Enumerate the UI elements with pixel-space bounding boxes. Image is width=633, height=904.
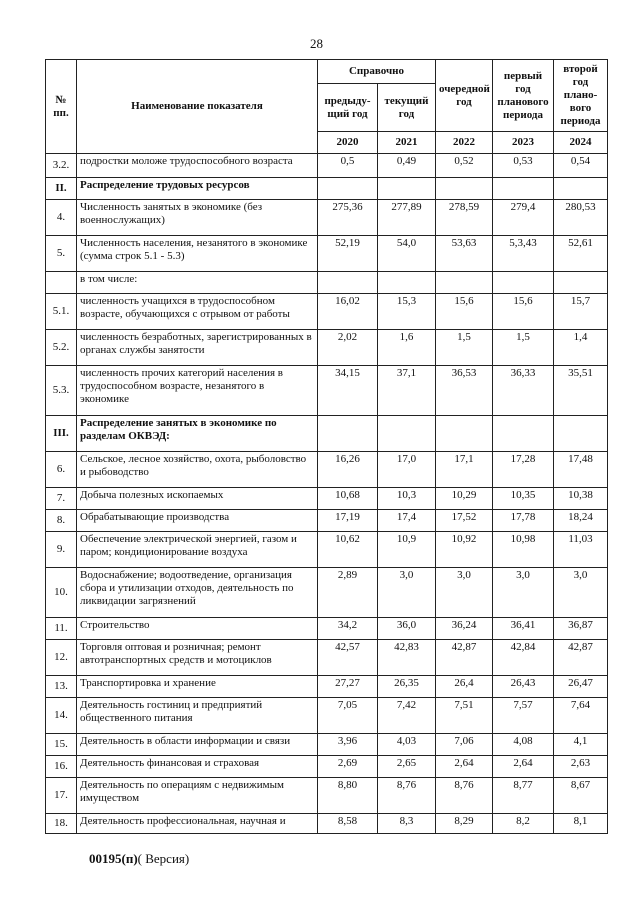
value-2024: 17,48 xyxy=(554,452,608,488)
value-2024: 7,64 xyxy=(554,698,608,734)
table-row xyxy=(46,330,608,366)
value-2024: 52,61 xyxy=(554,236,608,272)
value-2024 xyxy=(554,416,608,452)
table-row xyxy=(46,568,608,618)
value-2023: 7,57 xyxy=(493,698,554,734)
indicator-name: Распределение занятых в экономике по разделам ОКВЭД: xyxy=(77,416,318,452)
value-2023 xyxy=(493,272,554,294)
value-2023: 10,98 xyxy=(493,532,554,568)
value-2020 xyxy=(318,416,378,452)
table-row xyxy=(46,698,608,734)
header-current-year: текущий год xyxy=(378,84,436,132)
indicator-name: Сельское, лесное хозяйство, охота, рыболовство и рыбоводство xyxy=(77,452,318,488)
value-2022: 53,63 xyxy=(436,236,493,272)
value-2020: 10,62 xyxy=(318,532,378,568)
value-2020: 16,02 xyxy=(318,294,378,330)
indicator-name: Торговля оптовая и розничная; ремонт автотранспортных средств и мотоциклов xyxy=(77,640,318,676)
row-number: 12. xyxy=(46,640,77,676)
value-2022: 15,6 xyxy=(436,294,493,330)
row-number: 13. xyxy=(46,676,77,698)
value-2021: 4,03 xyxy=(378,734,436,756)
value-2022: 278,59 xyxy=(436,200,493,236)
row-number: 16. xyxy=(46,756,77,778)
value-2021: 2,65 xyxy=(378,756,436,778)
value-2023: 3,0 xyxy=(493,568,554,618)
value-2021: 15,3 xyxy=(378,294,436,330)
value-2021: 0,49 xyxy=(378,154,436,178)
table-row xyxy=(46,294,608,330)
value-2023: 8,2 xyxy=(493,814,554,834)
header-num: № пп. xyxy=(46,60,77,154)
value-2022: 2,64 xyxy=(436,756,493,778)
footer xyxy=(89,851,189,867)
row-number: II. xyxy=(46,178,77,200)
year-2023: 2023 xyxy=(493,132,554,154)
value-2021: 1,6 xyxy=(378,330,436,366)
value-2023: 36,33 xyxy=(493,366,554,416)
value-2023: 4,08 xyxy=(493,734,554,756)
value-2024: 2,63 xyxy=(554,756,608,778)
value-2023: 2,64 xyxy=(493,756,554,778)
value-2023: 42,84 xyxy=(493,640,554,676)
value-2021: 37,1 xyxy=(378,366,436,416)
value-2024: 35,51 xyxy=(554,366,608,416)
row-number: 5.2. xyxy=(46,330,77,366)
indicator-name: Численность занятых в экономике (без военнослужащих) xyxy=(77,200,318,236)
table-row xyxy=(46,510,608,532)
indicator-name: численность безработных, зарегистрированных в органах службы занятости xyxy=(77,330,318,366)
table-row xyxy=(46,416,608,452)
value-2022: 8,76 xyxy=(436,778,493,814)
value-2020 xyxy=(318,178,378,200)
value-2024: 11,03 xyxy=(554,532,608,568)
header-prev-year: предыду-щий год xyxy=(318,84,378,132)
value-2022: 17,52 xyxy=(436,510,493,532)
page-number: 28 xyxy=(310,36,323,51)
row-number: 18. xyxy=(46,814,77,834)
table-row xyxy=(46,154,608,178)
table-row xyxy=(46,452,608,488)
value-2024 xyxy=(554,178,608,200)
value-2023: 5,3,43 xyxy=(493,236,554,272)
value-2024: 26,47 xyxy=(554,676,608,698)
value-2020: 2,69 xyxy=(318,756,378,778)
row-number: 11. xyxy=(46,618,77,640)
row-number: 3.2. xyxy=(46,154,77,178)
value-2024 xyxy=(554,272,608,294)
value-2022: 1,5 xyxy=(436,330,493,366)
header-plan-year-1: первый год планового периода xyxy=(493,60,554,132)
value-2022: 10,29 xyxy=(436,488,493,510)
value-2020: 42,57 xyxy=(318,640,378,676)
value-2022: 36,53 xyxy=(436,366,493,416)
value-2020: 34,15 xyxy=(318,366,378,416)
value-2024: 8,67 xyxy=(554,778,608,814)
table-row xyxy=(46,778,608,814)
value-2022: 7,06 xyxy=(436,734,493,756)
indicator-name: численность учащихся в трудоспособном возрасте, обучающихся с отрывом от работы xyxy=(77,294,318,330)
table-row xyxy=(46,272,608,294)
indicator-name: Деятельность гостиниц и предприятий общественного питания xyxy=(77,698,318,734)
value-2022: 36,24 xyxy=(436,618,493,640)
value-2021: 8,76 xyxy=(378,778,436,814)
value-2023: 0,53 xyxy=(493,154,554,178)
indicator-name: Деятельность по операциям с недвижимым имуществом xyxy=(77,778,318,814)
value-2023: 8,77 xyxy=(493,778,554,814)
value-2020: 52,19 xyxy=(318,236,378,272)
row-number: III. xyxy=(46,416,77,452)
value-2020: 17,19 xyxy=(318,510,378,532)
value-2021: 26,35 xyxy=(378,676,436,698)
value-2020: 10,68 xyxy=(318,488,378,510)
value-2024: 18,24 xyxy=(554,510,608,532)
table-row xyxy=(46,618,608,640)
row-number: 8. xyxy=(46,510,77,532)
value-2023: 10,35 xyxy=(493,488,554,510)
row-number: 5. xyxy=(46,236,77,272)
value-2023: 279,4 xyxy=(493,200,554,236)
indicator-name: Деятельность в области информации и связи xyxy=(77,734,318,756)
value-2022: 3,0 xyxy=(436,568,493,618)
value-2020 xyxy=(318,272,378,294)
indicator-name: Транспортировка и хранение xyxy=(77,676,318,698)
row-number: 10. xyxy=(46,568,77,618)
value-2022: 17,1 xyxy=(436,452,493,488)
year-2024: 2024 xyxy=(554,132,608,154)
indicator-name: Строительство xyxy=(77,618,318,640)
value-2021 xyxy=(378,178,436,200)
document-code: 00195(п) xyxy=(89,851,138,866)
value-2024: 42,87 xyxy=(554,640,608,676)
value-2022: 10,92 xyxy=(436,532,493,568)
value-2024: 280,53 xyxy=(554,200,608,236)
value-2021 xyxy=(378,272,436,294)
value-2021: 10,3 xyxy=(378,488,436,510)
value-2023: 1,5 xyxy=(493,330,554,366)
row-number: 7. xyxy=(46,488,77,510)
indicator-name: Водоснабжение; водоотведение, организация сбора и утилизации отходов, деятельность по ликвидации загрязнений xyxy=(77,568,318,618)
row-number: 9. xyxy=(46,532,77,568)
row-number: 5.1. xyxy=(46,294,77,330)
value-2024: 15,7 xyxy=(554,294,608,330)
value-2020: 3,96 xyxy=(318,734,378,756)
value-2020: 27,27 xyxy=(318,676,378,698)
value-2022 xyxy=(436,272,493,294)
value-2020: 0,5 xyxy=(318,154,378,178)
table-row xyxy=(46,236,608,272)
indicator-name: численность прочих категорий населения в трудоспособном возрасте, незанятого в экономике xyxy=(77,366,318,416)
table-row xyxy=(46,756,608,778)
value-2023 xyxy=(493,178,554,200)
value-2024: 10,38 xyxy=(554,488,608,510)
indicator-name: Численность населения, незанятого в экономике (сумма строк 5.1 - 5.3) xyxy=(77,236,318,272)
value-2024: 3,0 xyxy=(554,568,608,618)
year-2021: 2021 xyxy=(378,132,436,154)
value-2021: 54,0 xyxy=(378,236,436,272)
value-2020: 2,89 xyxy=(318,568,378,618)
value-2021: 42,83 xyxy=(378,640,436,676)
year-2022: 2022 xyxy=(436,132,493,154)
value-2021: 17,4 xyxy=(378,510,436,532)
header-name: Наименование показателя xyxy=(77,60,318,154)
header-plan-year-2: второй год плано-вого периода xyxy=(554,60,608,132)
value-2023: 36,41 xyxy=(493,618,554,640)
row-number: 4. xyxy=(46,200,77,236)
value-2020: 16,26 xyxy=(318,452,378,488)
value-2021: 7,42 xyxy=(378,698,436,734)
indicator-name: Деятельность финансовая и страховая xyxy=(77,756,318,778)
indicator-name: Добыча полезных ископаемых xyxy=(77,488,318,510)
indicator-name: Обрабатывающие производства xyxy=(77,510,318,532)
row-number: 6. xyxy=(46,452,77,488)
value-2023: 15,6 xyxy=(493,294,554,330)
value-2023: 17,78 xyxy=(493,510,554,532)
value-2022: 8,29 xyxy=(436,814,493,834)
value-2021: 10,9 xyxy=(378,532,436,568)
row-number xyxy=(46,272,77,294)
value-2020: 7,05 xyxy=(318,698,378,734)
value-2023: 26,43 xyxy=(493,676,554,698)
document-version: ( Версия) xyxy=(137,851,190,866)
value-2020: 8,80 xyxy=(318,778,378,814)
indicator-name: подростки моложе трудоспособного возраста xyxy=(77,154,318,178)
value-2021: 277,89 xyxy=(378,200,436,236)
table-row xyxy=(46,676,608,698)
indicator-name: Обеспечение электрической энергией, газом и паром; кондиционирование воздуха xyxy=(77,532,318,568)
indicator-name: Деятельность профессиональная, научная и xyxy=(77,814,318,834)
table-row xyxy=(46,532,608,568)
value-2020: 2,02 xyxy=(318,330,378,366)
value-2022: 26,4 xyxy=(436,676,493,698)
value-2021 xyxy=(378,416,436,452)
table-row xyxy=(46,178,608,200)
value-2021: 8,3 xyxy=(378,814,436,834)
row-number: 17. xyxy=(46,778,77,814)
row-number: 5.3. xyxy=(46,366,77,416)
header-next-year: очередной год xyxy=(436,60,493,132)
value-2022: 7,51 xyxy=(436,698,493,734)
row-number: 14. xyxy=(46,698,77,734)
value-2020: 34,2 xyxy=(318,618,378,640)
value-2020: 8,58 xyxy=(318,814,378,834)
table-row xyxy=(46,640,608,676)
table-row xyxy=(46,366,608,416)
value-2024: 36,87 xyxy=(554,618,608,640)
table-body xyxy=(46,154,608,834)
row-number: 15. xyxy=(46,734,77,756)
value-2024: 4,1 xyxy=(554,734,608,756)
value-2021: 36,0 xyxy=(378,618,436,640)
value-2021: 17,0 xyxy=(378,452,436,488)
year-2020: 2020 xyxy=(318,132,378,154)
indicator-name: Распределение трудовых ресурсов xyxy=(77,178,318,200)
value-2024: 8,1 xyxy=(554,814,608,834)
table-row xyxy=(46,488,608,510)
indicator-name: в том числе: xyxy=(77,272,318,294)
value-2020: 275,36 xyxy=(318,200,378,236)
value-2021: 3,0 xyxy=(378,568,436,618)
value-2024: 1,4 xyxy=(554,330,608,366)
value-2022: 42,87 xyxy=(436,640,493,676)
table-row xyxy=(46,734,608,756)
value-2023 xyxy=(493,416,554,452)
value-2022: 0,52 xyxy=(436,154,493,178)
labor-resources-table xyxy=(45,59,608,834)
value-2024: 0,54 xyxy=(554,154,608,178)
header-reference: Справочно xyxy=(318,60,436,84)
value-2022 xyxy=(436,416,493,452)
table-row xyxy=(46,814,608,834)
table-row xyxy=(46,200,608,236)
value-2023: 17,28 xyxy=(493,452,554,488)
value-2022 xyxy=(436,178,493,200)
